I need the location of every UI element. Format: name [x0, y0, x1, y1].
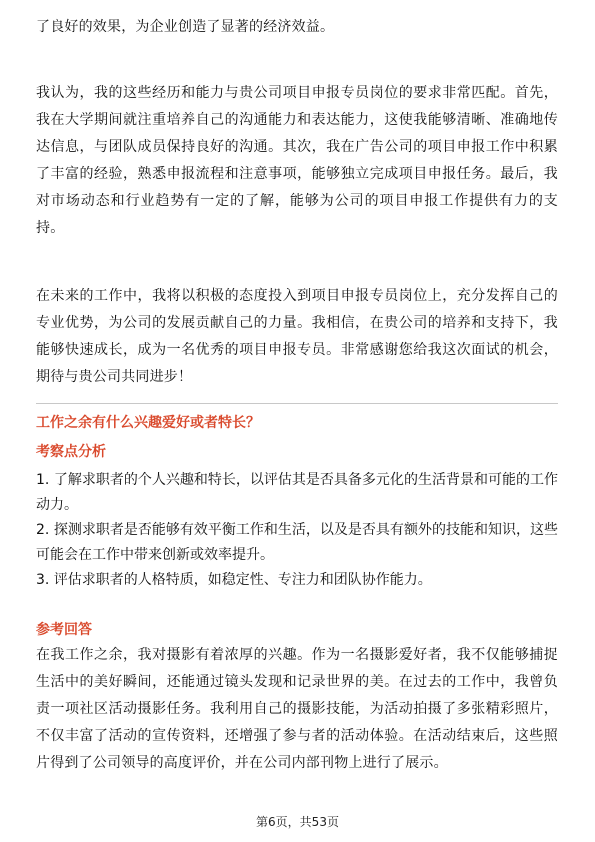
analysis-heading: 考察点分析	[36, 444, 106, 460]
answer-paragraph: 在我工作之余，我对摄影有着浓厚的兴趣。作为一名摄影爱好者，我不仅能够捕捉生活中的美好瞬间，还能通过镜头发现和记录世界的美。在过去的工作中，我曾负责一项社区活动摄影任务。我利用自己的摄影技能，为活动拍摄了多张精彩照片，不仅丰富了活动的宣传资料，还增强了参与者的活动体验。在活动结束后，这些照片得到了公司领导的高度评价，并在公司内部刊物上进行了展示。	[36, 647, 558, 771]
section-divider	[36, 403, 558, 404]
question-title: 工作之余有什么兴趣爱好或者特长？	[36, 415, 260, 431]
analysis-item: 3. 评估求职者的人格特质，如稳定性、专注力和团队协作能力。	[36, 572, 432, 588]
paragraph-qualifications: 我认为，我的这些经历和能力与贵公司项目申报专员岗位的要求非常匹配。首先，我在大学期间就注重培养自己的沟通能力和表达能力，这使我能够清晰、准确地传达信息，与团队成员保持良好的沟通。其次，我在广告公司的项目申报工作中积累了丰富的经验，熟悉申报流程和注意事项，能够独立完成项目申报任务。最后，我对市场动态和行业趋势有一定的了解，能够为公司的项目申报工作提供有力的支持。	[36, 85, 558, 236]
answer-heading: 参考回答	[36, 622, 92, 638]
analysis-list	[36, 468, 558, 593]
analysis-item: 1. 了解求职者的个人兴趣和特长，以评估其是否具备多元化的生活背景和可能的工作动力。	[36, 472, 558, 513]
analysis-item: 2. 探测求职者是否能够有效平衡工作和生活，以及是否具有额外的技能和知识，这些可能会在工作中带来创新或效率提升。	[36, 522, 558, 563]
paragraph-future-plans: 在未来的工作中，我将以积极的态度投入到项目申报专员岗位上，充分发挥自己的专业优势，为公司的发展贡献自己的力量。我相信，在贵公司的培养和支持下，我能够快速成长，成为一名优秀的项目申报专员。非常感谢您给我这次面试的机会，期待与贵公司共同进步！	[36, 288, 558, 385]
page-number: 第6页，共53页	[256, 815, 339, 829]
paragraph-continuation: 了良好的效果，为企业创造了显著的经济效益。	[36, 19, 335, 35]
